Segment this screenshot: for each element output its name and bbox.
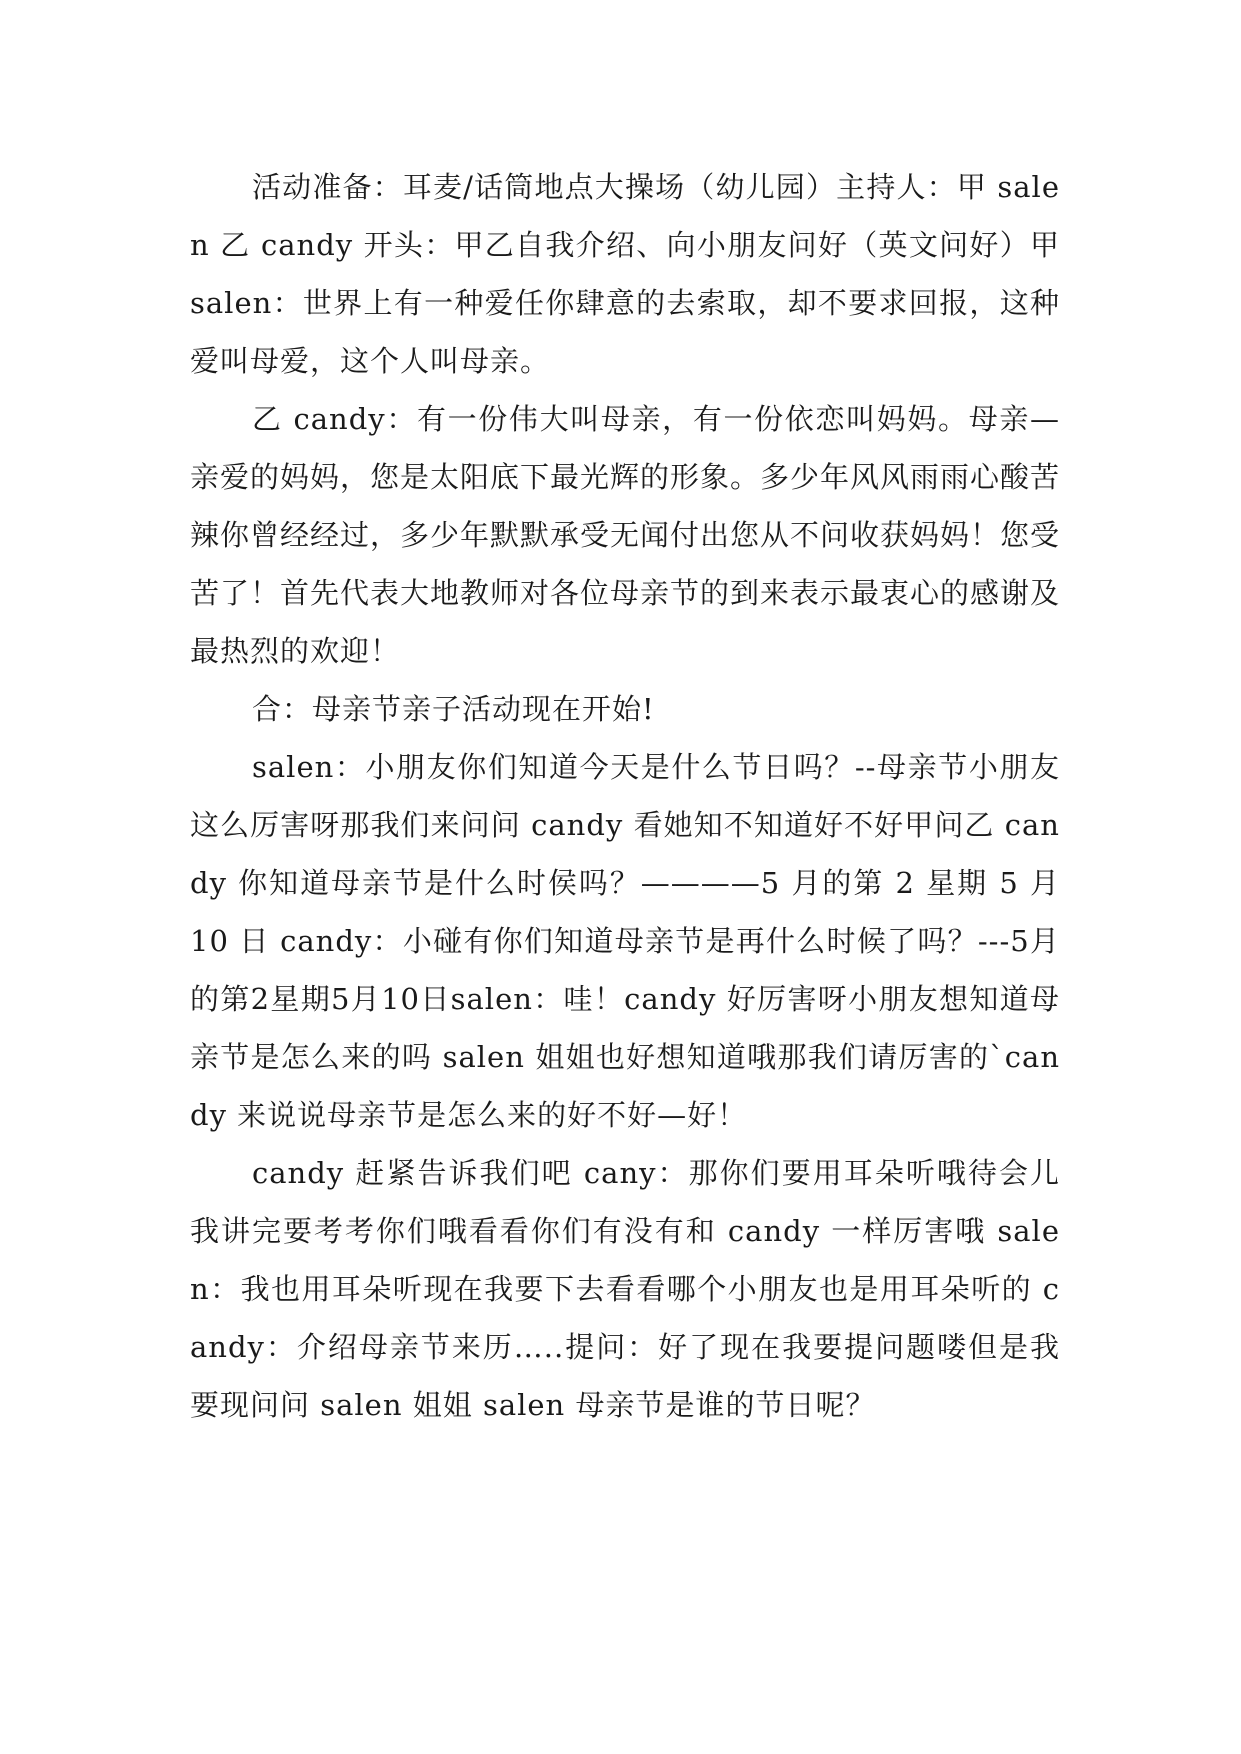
paragraph-activity-preparation: 活动准备：耳麦/话筒地点大操场（幼儿园）主持人：甲 salen 乙 candy 开头：甲乙自我介绍、向小朋友问好（英文问好）甲 salen：世界上有一种爱任你肆意的去索取，却不要求回报，这种爱叫母爱，这个人叫母亲。 (190, 170, 1071, 378)
paragraph-candy-opening: 乙 candy：有一份伟大叫母亲，有一份依恋叫妈妈。母亲—亲爱的妈妈，您是太阳底下最光辉的形象。多少年风风雨雨心酸苦辣你曾经经过，多少年默默承受无闻付出您从不问收获妈妈！您受苦了！首先代表大地教师对各位母亲节的到来表示最衷心的感谢及最热烈的欢迎！ (190, 402, 1061, 668)
paragraph-candy-explain: candy 赶紧告诉我们吧 cany：那你们要用耳朵听哦待会儿我讲完要考考你们哦看看你们有没有和 candy 一样厉害哦 salen：我也用耳朵听现在我要下去看看哪个小朋友也是用耳朵听的 candy：介绍母亲节来历…..提问：好了现在我要提问题喽但是我要现问问 salen 姐姐 salen 母亲节是谁的节日呢？ (190, 1156, 1060, 1422)
document-body (190, 158, 1071, 1434)
paragraph-together-start: 合：母亲节亲子活动现在开始! (252, 692, 655, 726)
paragraph-salen-question: salen：小朋友你们知道今天是什么节日吗？--母亲节小朋友这么厉害呀那我们来问问 candy 看她知不知道好不好甲问乙 candy 你知道母亲节是什么时侯吗？————5 月的第 2 星期 5 月 10 日 candy：小碰有你们知道母亲节是再什么时候了吗？---5月的第2星期5月10日salen：哇！candy 好厉害呀小朋友想知道母亲节是怎么来的吗 salen 姐姐也好想知道哦那我们请厉害的`candy 来说说母亲节是怎么来的好不好—好！ (190, 750, 1071, 1132)
